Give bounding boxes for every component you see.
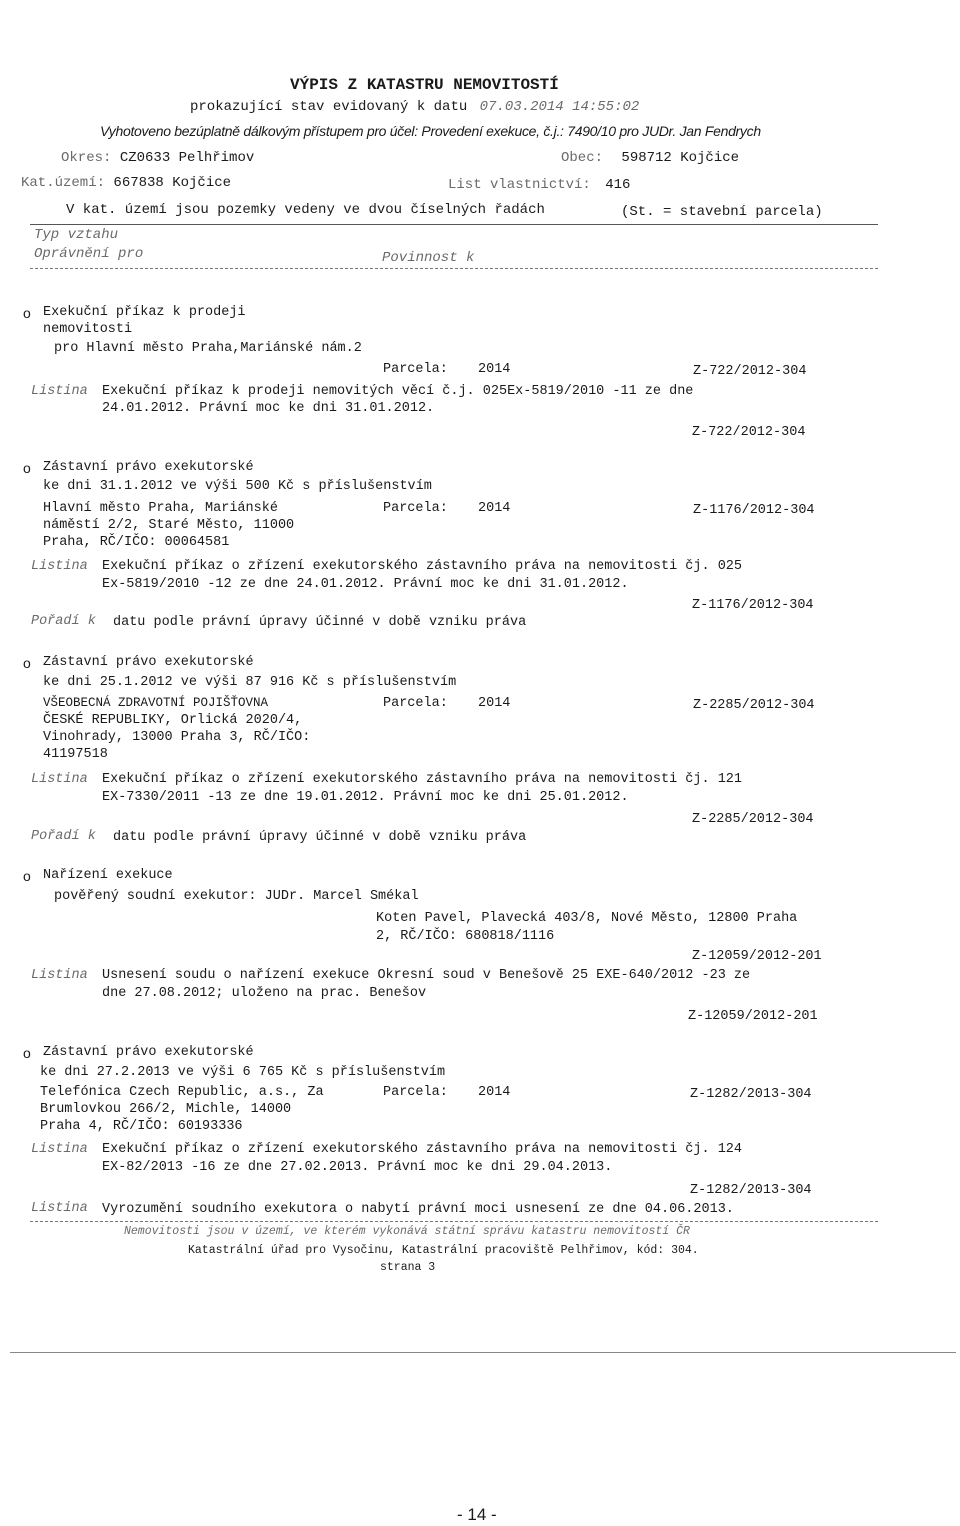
listina-text: Exekuční příkaz k prodeji nemovitých věcí č.j. 025Ex-5819/2010 -11 ze dne <box>102 384 694 399</box>
col-typ-vztahu: Typ vztahu <box>34 227 119 243</box>
listina-text-cont: Ex-5819/2010 -12 ze dne 24.01.2012. Právní moc ke dni 31.01.2012. <box>102 577 629 592</box>
holder-line-3: Praha, RČ/IČO: 00064581 <box>43 535 230 550</box>
holder-line-3: Praha 4, RČ/IČO: 60193336 <box>40 1119 243 1134</box>
listina-ref: Z-1176/2012-304 <box>692 598 814 613</box>
document-title: VÝPIS Z KATASTRU NEMOVITOSTÍ <box>290 76 559 94</box>
okres-label: Okres: <box>61 150 112 166</box>
holder-line-1: Telefónica Czech Republic, a.s., Za <box>40 1085 324 1100</box>
entry-title-cont: ke dni 27.2.2013 ve výši 6 765 Kč s příslušenstvím <box>40 1065 446 1080</box>
st-note: (St. = stavební parcela) <box>621 204 823 220</box>
listina-text-cont: EX-82/2013 -16 ze dne 27.02.2013. Právní moc ke dni 29.04.2013. <box>102 1160 613 1175</box>
entry-title-cont: nemovitosti <box>43 322 133 337</box>
parcela-value: 2014 <box>478 501 511 516</box>
listina-text-cont: 24.01.2012. Právní moc ke dni 31.01.2012. <box>102 401 435 416</box>
page-bottom-rule <box>10 1352 956 1353</box>
parcela-label: Parcela: <box>383 696 448 711</box>
entry-title: Zástavní právo exekutorské <box>43 460 254 475</box>
parcela-value: 2014 <box>478 1085 511 1100</box>
katuzemi-value: 667838 Kojčice <box>113 175 232 191</box>
okres-row <box>61 150 254 166</box>
bullet: o <box>23 305 31 321</box>
listina-label: Listina <box>31 384 88 399</box>
footer-rule <box>30 1221 878 1222</box>
katuzemi-label: Kat.území: <box>21 175 106 191</box>
bullet: o <box>23 1045 31 1061</box>
remote-access-note: Vyhotoveno bezúplatně dálkovým přístupem pro účel: Provedení exekuce, č.j.: 7490/10 pro JUDr. Jan Fendrych <box>100 123 761 139</box>
col-opravneni: Oprávnění pro <box>34 246 144 262</box>
holder-line-3: Vinohrady, 13000 Praha 3, RČ/IČO: <box>43 730 311 745</box>
columns-rule <box>30 268 878 269</box>
entry-title: Nařízení exekuce <box>43 868 173 883</box>
entry-ref: Z-1176/2012-304 <box>693 503 815 518</box>
entry-title: Exekuční příkaz k prodeji <box>43 305 246 320</box>
obec-value: 598712 Kojčice <box>621 150 740 166</box>
holder-line-2: náměstí 2/2, Staré Město, 11000 <box>43 518 295 533</box>
holder-line-1: Koten Pavel, Plavecká 403/8, Nové Město, 12800 Praha <box>376 911 798 926</box>
listina-text: Exekuční příkaz o zřízení exekutorského zástavního práva na nemovitosti čj. 124 <box>102 1142 743 1157</box>
footer-line-1: Nemovitosti jsou v území, ve kterém vykonává státní správu katastru nemovitostí ČR <box>124 1225 690 1238</box>
parcela-label: Parcela: <box>383 501 448 516</box>
holder-line-4: 41197518 <box>43 747 108 762</box>
listina-label: Listina <box>31 968 88 983</box>
state-label: prokazující stav evidovaný k datu <box>190 99 468 115</box>
listina-ref: Z-1282/2013-304 <box>690 1183 812 1198</box>
listina-ref: Z-722/2012-304 <box>692 425 806 440</box>
okres-value: CZ0633 Pelhřimov <box>119 150 255 166</box>
entry-title-cont: pověřený soudní exekutor: JUDr. Marcel Smékal <box>54 889 419 904</box>
bullet: o <box>23 868 31 884</box>
bullet: o <box>23 655 31 671</box>
entry-ref: Z-722/2012-304 <box>693 364 807 379</box>
lv-row <box>448 177 630 193</box>
holder-line-1: Hlavní město Praha, Mariánské <box>43 501 278 516</box>
state-line <box>190 99 639 115</box>
listina-label: Listina <box>31 559 88 574</box>
parcela-label: Parcela: <box>383 1085 448 1100</box>
page-number: - 14 - <box>457 1505 497 1524</box>
entry-ref: Z-1282/2013-304 <box>690 1087 812 1102</box>
katuzemi-row <box>21 175 231 191</box>
holder-line-2: ČESKÉ REPUBLIKY, Orlická 2020/4, <box>43 713 303 728</box>
parcela-value: 2014 <box>478 696 511 711</box>
poradi-text: datu podle právní úpravy účinné v době vzniku práva <box>113 830 527 845</box>
holder-line-1: VŠEOBECNÁ ZDRAVOTNÍ POJIŠŤOVNA <box>43 696 269 710</box>
poradi-text: datu podle právní úpravy účinné v době vzniku práva <box>113 615 527 630</box>
listina-ref: Z-12059/2012-201 <box>688 1009 818 1024</box>
state-date: 07.03.2014 14:55:02 <box>479 99 640 115</box>
listina-text-cont: dne 27.08.2012; uloženo na prac. Benešov <box>102 986 427 1001</box>
bullet: o <box>23 460 31 476</box>
header-rule <box>30 224 878 225</box>
poradi-label: Pořadí k <box>31 829 96 844</box>
parcela-label: Parcela: <box>383 362 448 377</box>
col-povinnost: Povinnost k <box>382 250 475 266</box>
listina-text-2: Vyrozumění soudního exekutora o nabytí právní moci usnesení ze dne 04.06.2013. <box>102 1202 734 1217</box>
holder-line-2: Brumlovkou 266/2, Michle, 14000 <box>40 1102 292 1117</box>
entry-ref: Z-12059/2012-201 <box>692 949 822 964</box>
poradi-label: Pořadí k <box>31 614 96 629</box>
listina-text: Exekuční příkaz o zřízení exekutorského zástavního práva na nemovitosti čj. 121 <box>102 772 743 787</box>
listina-text-cont: EX-7330/2011 -13 ze dne 19.01.2012. Právní moc ke dni 25.01.2012. <box>102 790 629 805</box>
entry-ref: Z-2285/2012-304 <box>693 698 815 713</box>
listina-label: Listina <box>31 772 88 787</box>
entry-title-cont: ke dni 25.1.2012 ve výši 87 916 Kč s příslušenstvím <box>43 675 457 690</box>
entry-title-cont: ke dni 31.1.2012 ve výši 500 Kč s příslušenstvím <box>43 479 432 494</box>
listina-text: Usnesení soudu o nařízení exekuce Okresní soud v Benešově 25 EXE-640/2012 -23 ze <box>102 968 751 983</box>
obec-label: Obec: <box>561 150 604 166</box>
entry-for: pro Hlavní město Praha,Mariánské nám.2 <box>54 341 362 356</box>
entry-title: Zástavní právo exekutorské <box>43 1045 254 1060</box>
listina-text: Exekuční příkaz o zřízení exekutorského zástavního práva na nemovitosti čj. 025 <box>102 559 743 574</box>
obec-row <box>561 150 739 166</box>
listina-ref: Z-2285/2012-304 <box>692 812 814 827</box>
entry-title: Zástavní právo exekutorské <box>43 655 254 670</box>
listina-label-2: Listina <box>31 1201 88 1216</box>
lv-label: List vlastnictví: <box>448 177 591 193</box>
footer-line-3: strana 3 <box>380 1261 436 1274</box>
footer-line-2: Katastrální úřad pro Vysočinu, Katastrální pracoviště Pelhřimov, kód: 304. <box>188 1244 699 1257</box>
rows-note: V kat. území jsou pozemky vedeny ve dvou číselných řadách <box>66 202 545 218</box>
listina-label: Listina <box>31 1142 88 1157</box>
holder-line-2: 2, RČ/IČO: 680818/1116 <box>376 929 555 944</box>
parcela-value: 2014 <box>478 362 511 377</box>
lv-value: 416 <box>605 177 631 193</box>
